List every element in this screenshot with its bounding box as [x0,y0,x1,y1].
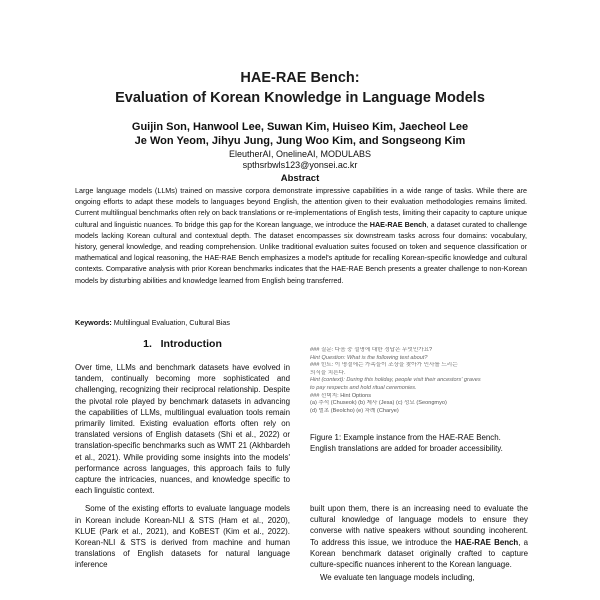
authors-line-1: Guijin Son, Hanwool Lee, Suwan Kim, Huiseo Kim, Jaecheol Lee [131,121,469,133]
author-list [0,120,600,148]
keywords-label: Keywords: [75,318,112,327]
figure-line: 의식을 치른다. [310,369,346,376]
right-benchmark-name: HAE-RAE Bench [455,537,519,547]
figure-line: ### 질문: 다음 중 설명에 대한 정답은 무엇인가요? [310,347,433,353]
abstract-body [75,185,527,286]
title-line-2: Evaluation of Korean Knowledge in Language Models [115,90,485,106]
keywords-line [75,318,527,327]
figure-caption: Figure 1: Example instance from the HAE-RAE Bench. English translations are added for broader accessibility. [310,433,503,454]
section-number: 1. [143,338,152,350]
authors-line-2: Je Won Yeom, Jihyu Jung, Jung Woo Kim, and Songseong Kim [134,135,466,147]
figure-line: to pay respects and hold ritual ceremonies. [310,384,417,391]
abstract-text-2: , a dataset curated to challenge models lacking Korean cultural and contextual depth. The dataset encompasses six downstream tasks across four domains: vocabulary, history, general knowledge, and reading comprehension. Unlike traditional evaluation suites focused on token and sequence classification or mathematical and logical reasoning, the HAE-RAE Bench emphasizes a model's aptitude for recalling Korean-specific knowledge and cultural contexts. Comparative analysis with prior Korean benchmarks indicates that the HAE-RAE Bench presents a greater challenge to non-Korean models by disturbing abilities and knowledge learned from English being transferred. [75,219,527,285]
section-heading-introduction [75,338,290,350]
abstract-heading: Abstract [280,173,320,184]
left-column [75,362,290,578]
right-paragraph-1 [310,503,528,570]
figure-line: Hint Question: What is the following text about? [310,354,428,361]
contact-email: spthsrbwls123@yonsei.ac.kr [242,160,358,170]
figure-line: ### 힌트: 이 명절에는 가족들이 조상을 찾아가 인사를 드리는 [310,362,458,369]
right-paragraph-2: We evaluate ten language models including, [320,573,475,583]
right-text-1: built upon them, there is an increasing need to evaluate the cultural knowledge of language models to ensure they converse with native speakers without sounding incoherent. To address this issue, we introduce the [310,504,528,547]
figure-1-example [310,347,525,421]
paper-title [0,68,600,108]
abstract-text-1: Large language models (LLMs) trained on massive corpora demonstrate impressive capabilities in a wide range of tasks. While there are ongoing efforts to adapt these models to languages beyond English, the attention given to their evaluation methodologies remains limited. Current multilingual benchmarks often rely on back translations or re-implementations of English tests, limiting their capacity to capture unique cultural and linguistic nuances. To bridge this gap for the Korean language, we introduce the [75,186,527,229]
affiliation-block [0,149,600,171]
figure-line: Hint (context): During this holiday, people visit their ancestors' graves [310,377,481,384]
affiliation: EleutherAI, OnelineAI, MODULABS [228,149,372,159]
keywords-text: Multilingual Evaluation, Cultural Bias [113,318,231,327]
figure-line: (d) 벌초 (Beolcho) (e) 차례 (Charye) [310,407,399,414]
right-column [310,503,528,585]
abstract-benchmark-name: HAE-RAE Bench [369,219,427,229]
intro-paragraph-2: Some of the existing efforts to evaluate language models in Korean include Korean-NLI & STS (Ham et al., 2020), KLUE (Park et al., 2021), and KoBEST (Kim et al., 2022). Korean-NLI & STS is derived from machine and human translations of English datasets for natural language inference [75,504,290,570]
section-title: Introduction [160,338,222,350]
figure-line: ### 선택지: Hint Options [310,392,371,399]
title-line-1: HAE-RAE Bench: [240,70,360,86]
figure-line: (a) 추석 (Chuseok) (b) 제사 (Jesa) (c) 성묘 (Seongmyo) [310,400,447,407]
right-text-2: , a Korean benchmark dataset originally crafted to capture culture-specific nuances inherent to the Korean language. [310,537,528,570]
intro-paragraph-1: Over time, LLMs and benchmark datasets have evolved in tandem, continually becoming more sophisticated and challenging, recognizing their reciprocal relationship. Despite the pivotal role played by benchmark datasets in advancing the capabilities of LLMs, multilingual evaluation tools remain primarily limited. Existing evaluation efforts often rely on translated versions of English datasets (Shi et al., 2022) or translation-specific benchmarks such as WMT 21 (Akhbardeh et al., 2021). While providing some insights into the models' performance across languages, this approach fails to fully capture the intricacies, nuances, and knowledge specific to each linguistic context. [75,363,290,496]
